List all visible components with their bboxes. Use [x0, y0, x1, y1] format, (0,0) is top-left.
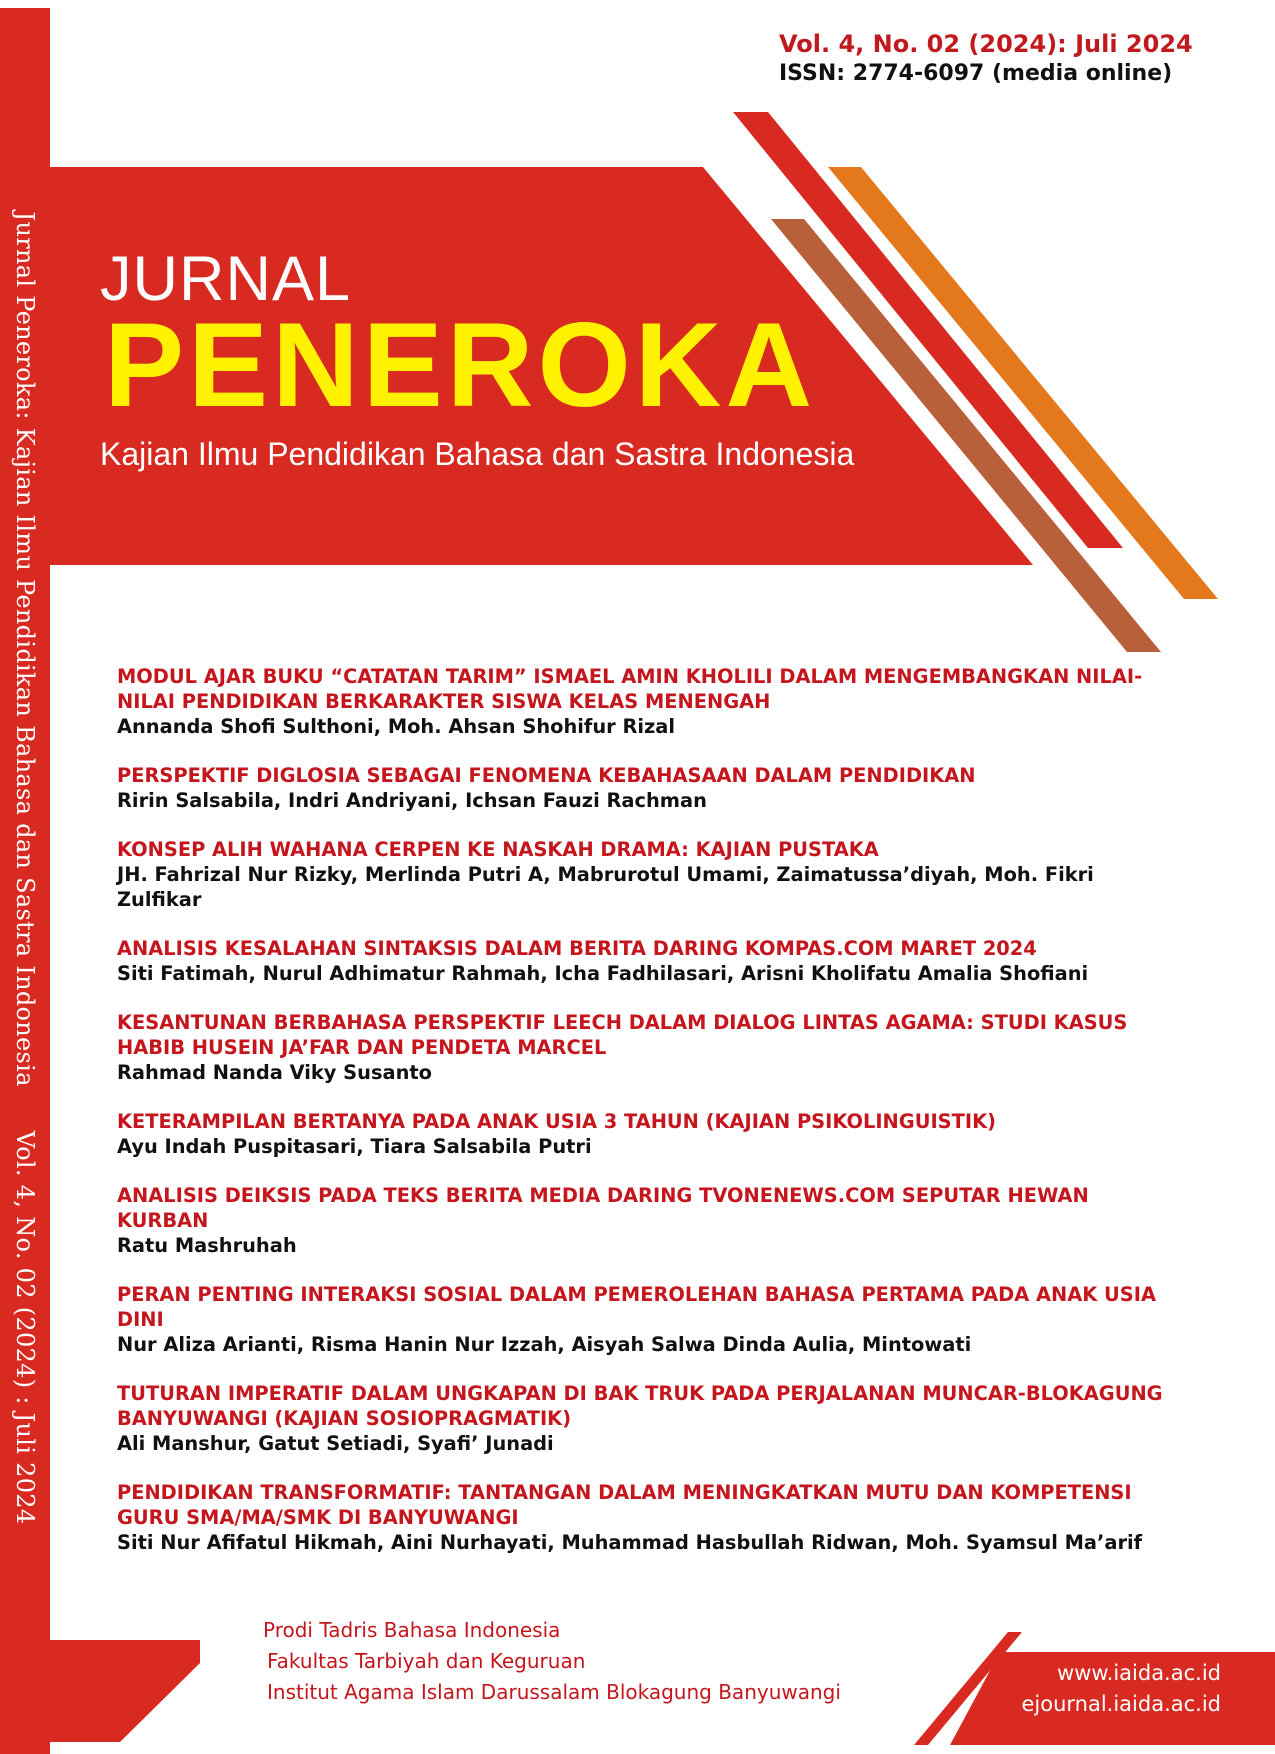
website-link[interactable]: www.iaida.ac.id: [1057, 1661, 1221, 1685]
article-item: [117, 1282, 1177, 1357]
article-title: KONSEP ALIH WAHANA CERPEN KE NASKAH DRAMA: KAJIAN PUSTAKA: [117, 838, 879, 861]
journal-label: JURNAL: [100, 244, 352, 314]
article-title: KETERAMPILAN BERTANYA PADA ANAK USIA 3 TAHUN (KAJIAN PSIKOLINGUISTIK): [117, 1110, 996, 1133]
article-item: [117, 1109, 1177, 1159]
article-title: ANALISIS DEIKSIS PADA TEKS BERITA MEDIA DARING TVONENEWS.COM SEPUTAR HEWAN KURBAN: [117, 1184, 1089, 1232]
article-title: PENDIDIKAN TRANSFORMATIF: TANTANGAN DALAM MENINGKATKAN MUTU DAN KOMPETENSI GURU SMA/MA/SMK DI BANYUWANGI: [117, 1481, 1132, 1529]
article-item: [117, 936, 1177, 986]
article-item: [117, 1480, 1177, 1555]
article-item: [117, 1183, 1177, 1258]
article-item: [117, 664, 1177, 739]
article-authors: JH. Fahrizal Nur Rizky, Merlinda Putri A, Mabrurotul Umami, Zaimatussa’diyah, Moh. Fikri Zulfikar: [117, 863, 1094, 911]
article-authors: Ayu Indah Puspitasari, Tiara Salsabila Putri: [117, 1135, 592, 1158]
journal-subtitle: Kajian Ilmu Pendidikan Bahasa dan Sastra Indonesia: [100, 436, 855, 472]
article-title: PERSPEKTIF DIGLOSIA SEBAGAI FENOMENA KEBAHASAAN DALAM PENDIDIKAN: [117, 764, 976, 787]
journal-name: PENEROKA: [104, 298, 817, 432]
issn: ISSN: 2774-6097 (media online): [779, 61, 1173, 86]
spine-title: Jurnal Peneroka: Kajian Ilmu Pendidikan Bahasa dan Sastra Indonesia: [11, 211, 39, 1087]
article-title: PERAN PENTING INTERAKSI SOSIAL DALAM PEMEROLEHAN BAHASA PERTAMA PADA ANAK USIA DINI: [117, 1283, 1156, 1331]
article-authors: Ratu Mashruhah: [117, 1234, 297, 1257]
article-item: [117, 1010, 1177, 1085]
article-item: [117, 837, 1177, 912]
article-item: [117, 763, 1177, 813]
volume-info: Vol. 4, No. 02 (2024): Juli 2024: [779, 30, 1193, 58]
spine-volume: Vol. 4, No. 02 (2024) : Juli 2024: [11, 1130, 39, 1525]
article-item: [117, 1381, 1177, 1456]
article-title: KESANTUNAN BERBAHASA PERSPEKTIF LEECH DALAM DIALOG LINTAS AGAMA: STUDI KASUS HABIB HUSEIN JA’FAR DAN PENDETA MARCEL: [117, 1011, 1128, 1059]
article-title: TUTURAN IMPERATIF DALAM UNGKAPAN DI BAK TRUK PADA PERJALANAN MUNCAR-BLOKAGUNG BANYUWANGI (KAJIAN SOSIOPRAGMATIK): [117, 1382, 1163, 1430]
article-authors: Siti Fatimah, Nurul Adhimatur Rahmah, Icha Fadhilasari, Arisni Kholifatu Amalia Shofiani: [117, 962, 1089, 985]
article-authors: Nur Aliza Arianti, Risma Hanin Nur Izzah, Aisyah Salwa Dinda Aulia, Mintowati: [117, 1333, 972, 1356]
article-authors: Rahmad Nanda Viky Susanto: [117, 1061, 432, 1084]
article-authors: Ririn Salsabila, Indri Andriyani, Ichsan Fauzi Rachman: [117, 789, 707, 812]
publisher-faculty: Fakultas Tarbiyah dan Keguruan: [267, 1649, 586, 1673]
ejournal-link[interactable]: ejournal.iaida.ac.id: [1021, 1692, 1221, 1716]
article-authors: Annanda Shofi Sulthoni, Moh. Ahsan Shohifur Rizal: [117, 715, 676, 738]
footer-left-shape: [50, 1640, 200, 1742]
publisher-department: Prodi Tadris Bahasa Indonesia: [263, 1618, 561, 1642]
article-list: [117, 664, 1177, 1579]
article-authors: Ali Manshur, Gatut Setiadi, Syafi’ Junadi: [117, 1432, 554, 1455]
article-title: MODUL AJAR BUKU “CATATAN TARIM” ISMAEL AMIN KHOLILI DALAM MENGEMBANGKAN NILAI-NILAI PENDIDIKAN BERKARAKTER SISWA KELAS MENENGAH: [117, 665, 1143, 713]
footer-links: [985, 1658, 1221, 1720]
publisher-info: [263, 1615, 841, 1708]
article-title: ANALISIS KESALAHAN SINTAKSIS DALAM BERITA DARING KOMPAS.COM MARET 2024: [117, 937, 1037, 960]
article-authors: Siti Nur Afifatul Hikmah, Aini Nurhayati, Muhammad Hasbullah Ridwan, Moh. Syamsul Ma’arif: [117, 1531, 1143, 1554]
publisher-institution: Institut Agama Islam Darussalam Blokagung Banyuwangi: [267, 1680, 841, 1704]
